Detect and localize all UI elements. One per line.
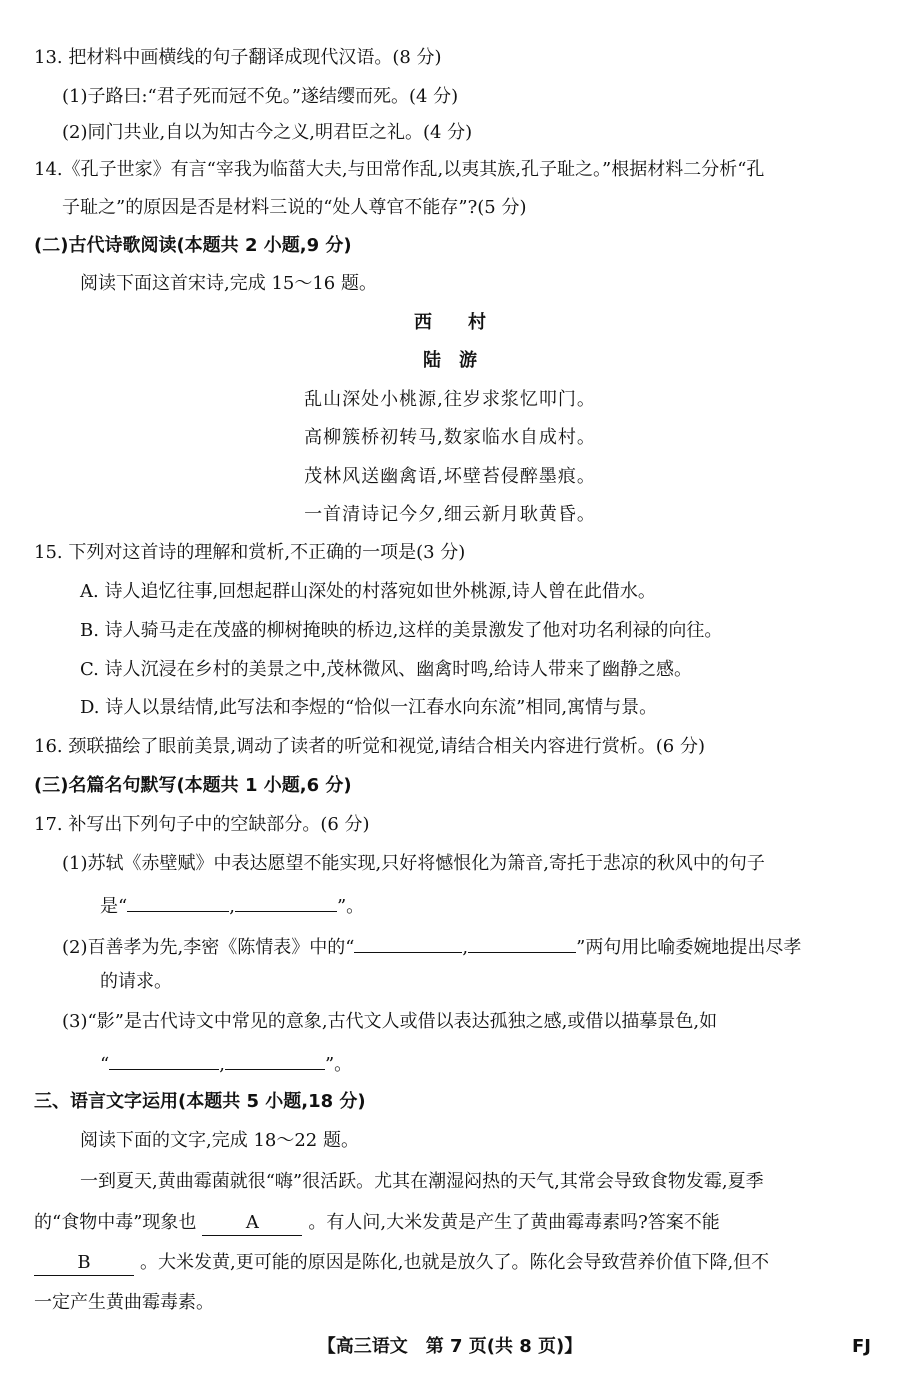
q17-sub-2-line-2: 的请求。 [100, 971, 172, 992]
q17-sub-1-comma: , [229, 896, 235, 917]
poem-line-3: 茂林风送幽禽语,坏壁苔侵醉墨痕。 [304, 466, 596, 487]
section-2-intro: 阅读下面这首宋诗,完成 15～16 题。 [80, 273, 377, 294]
q17-sub-3-comma: , [219, 1054, 225, 1075]
q17-blank-2[interactable] [235, 891, 337, 912]
passage-line-3-suffix: 。大米发黄,更可能的原因是陈化,也就是放久了。陈化会导致营养价值下降,但不 [140, 1252, 770, 1273]
q15-option-a: A. 诗人追忆往事,回想起群山深处的村落宛如世外桃源,诗人曾在此借水。 [80, 581, 656, 602]
q15-option-d: D. 诗人以景结情,此写法和李煜的“恰似一江春水向东流”相同,寓情与景。 [80, 697, 658, 718]
q17-sub-1-prefix: 是“ [100, 896, 128, 917]
part-3-heading: 三、语言文字运用(本题共 5 小题,18 分) [34, 1091, 366, 1112]
poem-author: 陆 游 [423, 350, 477, 371]
q17-sub-2-suffix: ”两句用比喻委婉地提出尽孝 [576, 937, 802, 958]
q15-option-c: C. 诗人沉浸在乡村的美景之中,茂林微风、幽禽时鸣,给诗人带来了幽静之感。 [80, 659, 693, 680]
q15-title: 15. 下列对这首诗的理解和赏析,不正确的一项是(3 分) [34, 542, 466, 563]
q17-blank-1[interactable] [127, 891, 229, 912]
q13-sub-1: (1)子路曰:“君子死而冠不免。”遂结缨而死。(4 分) [62, 86, 459, 107]
q14-line-1: 14.《孔子世家》有言“宰我为临菑大夫,与田常作乱,以夷其族,孔子耻之。”根据材料二分析“孔 [34, 159, 765, 180]
q17-sub-2-comma: , [462, 937, 469, 958]
passage-line-2-suffix: 。有人问,大米发黄是产生了黄曲霉毒素吗?答案不能 [308, 1212, 720, 1233]
section-3-heading: (三)名篇名句默写(本题共 1 小题,6 分) [34, 775, 352, 796]
q17-sub-3-line-1: (3)“影”是古代诗文中常见的意象,古代文人或借以表达孤独之感,或借以描摹景色,如 [62, 1011, 718, 1032]
q17-blank-5[interactable] [109, 1049, 219, 1070]
q17-blank-6[interactable] [225, 1049, 325, 1070]
q17-sub-3-prefix: “ [100, 1054, 110, 1075]
part-3-intro: 阅读下面的文字,完成 18～22 题。 [80, 1130, 359, 1151]
q17-blank-3[interactable] [354, 932, 462, 953]
poem-line-4: 一首清诗记今夕,细云新月耿黄昏。 [304, 504, 596, 525]
passage-line-2 [34, 1211, 720, 1236]
q13-title: 13. 把材料中画横线的句子翻译成现代汉语。(8 分) [34, 47, 442, 68]
q14-line-2: 子耻之”的原因是否是材料三说的“处人尊官不能存”?(5 分) [62, 197, 527, 218]
q16-title: 16. 颈联描绘了眼前美景,调动了读者的听觉和视觉,请结合相关内容进行赏析。(6 分) [34, 736, 706, 757]
poem-line-2: 高柳簇桥初转马,数家临水自成村。 [304, 427, 596, 448]
q17-sub-1-suffix: ”。 [336, 896, 365, 917]
blank-b[interactable]: B [34, 1251, 134, 1276]
q17-sub-2-line-1 [62, 932, 801, 960]
q13-sub-2: (2)同门共业,自以为知古今之义,明君臣之礼。(4 分) [62, 122, 473, 143]
section-2-heading: (二)古代诗歌阅读(本题共 2 小题,9 分) [34, 235, 352, 256]
q17-blank-4[interactable] [468, 932, 576, 953]
page-footer: 【高三语文 第 7 页(共 8 页)】 [317, 1336, 583, 1357]
q17-sub-1-line-1: (1)苏轼《赤壁赋》中表达愿望不能实现,只好将憾恨化为箫音,寄托于悲凉的秋风中的句子 [62, 853, 765, 874]
q17-sub-3-suffix: ”。 [324, 1054, 353, 1075]
q17-sub-1-line-2 [100, 891, 364, 919]
passage-line-3 [34, 1251, 769, 1276]
poem-title: 西 村 [414, 312, 486, 333]
passage-line-2-prefix: 的“食物中毒”现象也 [34, 1212, 197, 1233]
poem-line-1: 乱山深处小桃源,往岁求浆忆叩门。 [304, 389, 596, 410]
passage-line-1: 一到夏天,黄曲霉菌就很“嗨”很活跃。尤其在潮湿闷热的天气,其常会导致食物发霉,夏季 [80, 1171, 764, 1192]
q15-option-b: B. 诗人骑马走在茂盛的柳树掩映的桥边,这样的美景激发了他对功名利禄的向往。 [80, 620, 723, 641]
q17-sub-3-line-2 [100, 1049, 352, 1077]
blank-a[interactable]: A [202, 1211, 302, 1236]
footer-code: FJ [852, 1336, 871, 1357]
passage-line-4: 一定产生黄曲霉毒素。 [34, 1292, 214, 1313]
q17-title: 17. 补写出下列句子中的空缺部分。(6 分) [34, 814, 370, 835]
q17-sub-2-prefix: (2)百善孝为先,李密《陈情表》中的“ [62, 937, 355, 958]
